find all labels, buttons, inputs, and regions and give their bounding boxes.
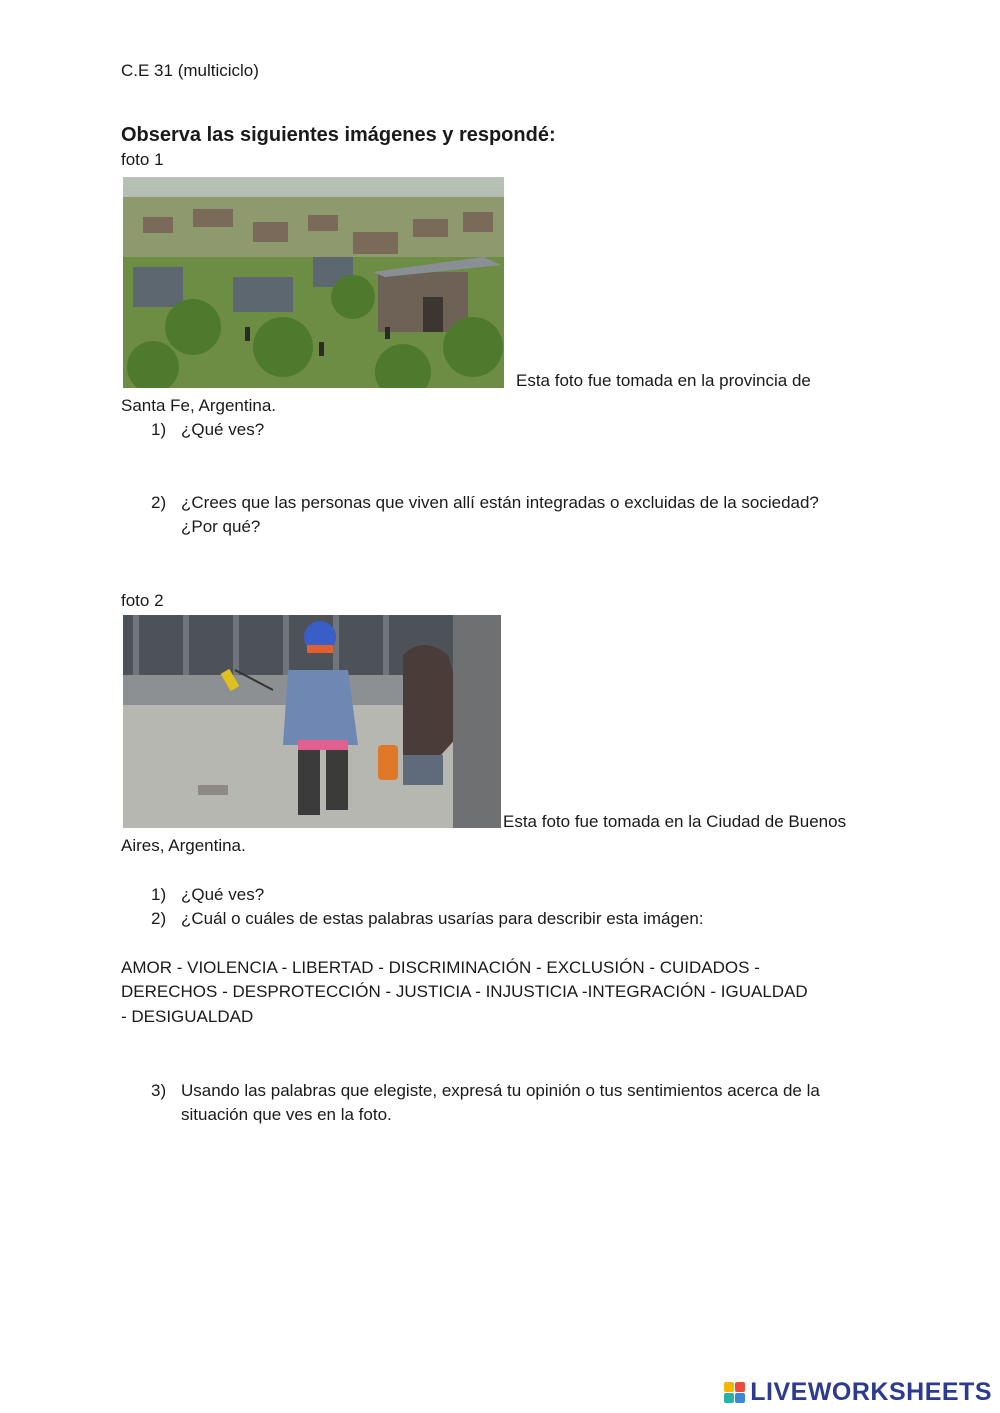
photo2-question-2: ¿Cuál o cuáles de estas palabras usarías para describir esta imágen: — [181, 909, 704, 928]
photo2-question-3-number: 3) — [151, 1081, 167, 1100]
photo1-question-2-cont: ¿Por qué? — [181, 517, 261, 536]
photo1-image — [123, 177, 504, 388]
photo2-question-3: Usando las palabras que elegiste, expresá tu opinión o tus sentimientos acerca de la — [181, 1081, 820, 1100]
photo1-question-1-number: 1) — [151, 420, 167, 439]
photo1-caption: Esta foto fue tomada en la provincia de — [516, 371, 811, 390]
word-list-line-2: DERECHOS - DESPROTECCIÓN - JUSTICIA - INJUSTICIA -INTEGRACIÓN - IGUALDAD — [121, 982, 808, 1001]
photo1-label: foto 1 — [121, 150, 164, 169]
liveworksheets-branding — [724, 1377, 992, 1407]
photo2-label: foto 2 — [121, 591, 164, 610]
word-list-line-1: AMOR - VIOLENCIA - LIBERTAD - DISCRIMINACIÓN - EXCLUSIÓN - CUIDADOS - — [121, 958, 760, 977]
photo2-image — [123, 615, 501, 828]
photo2-question-3-cont: situación que ves en la foto. — [181, 1105, 392, 1124]
liveworksheets-wordmark: LIVEWORKSHEETS — [750, 1377, 992, 1406]
photo2-question-1-number: 1) — [151, 885, 167, 904]
page-instruction: Observa las siguientes imágenes y respondé: — [121, 124, 556, 146]
photo1-caption-cont: Santa Fe, Argentina. — [121, 396, 276, 415]
photo2-caption: Esta foto fue tomada en la Ciudad de Buenos — [503, 812, 847, 831]
liveworksheets-logo-icon — [724, 1382, 745, 1403]
word-list-line-3: - DESIGUALDAD — [121, 1007, 254, 1026]
photo2-caption-cont: Aires, Argentina. — [121, 836, 246, 855]
photo1-question-2: ¿Crees que las personas que viven allí están integradas o excluidas de la sociedad? — [181, 493, 819, 512]
photo1-question-2-number: 2) — [151, 493, 167, 512]
school-name: C.E 31 (multiciclo) — [121, 61, 259, 80]
photo2-question-2-number: 2) — [151, 909, 167, 928]
photo1-question-1: ¿Qué ves? — [181, 420, 265, 439]
photo2-question-1: ¿Qué ves? — [181, 885, 265, 904]
